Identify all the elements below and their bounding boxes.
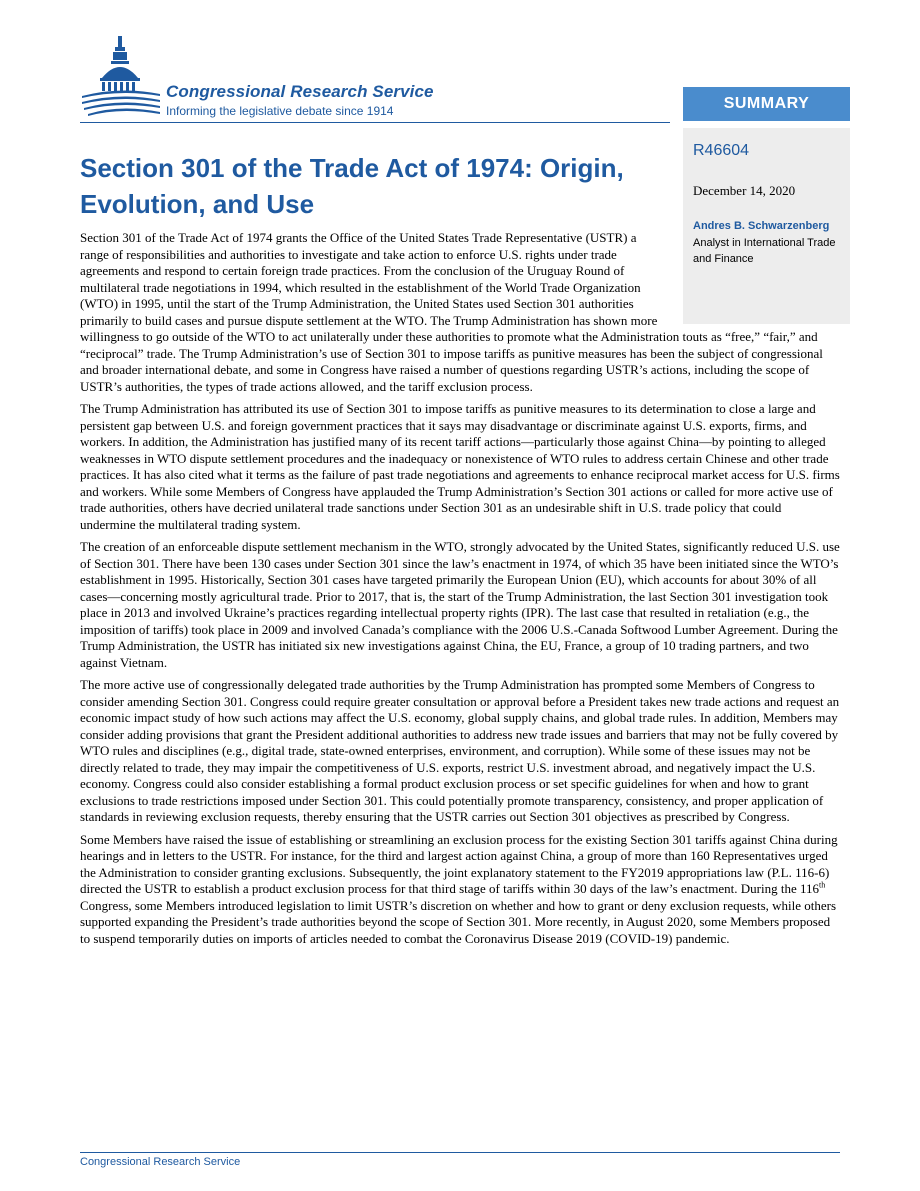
- summary-body: [80, 230, 840, 953]
- paragraph-5-part-1: Some Members have raised the issue of establishing or streamlining an exclusion process for the existing Section 301 tariffs against China during hearings and in letters to the USTR. For instance, for the third and largest action against China, a group of more than 160 Representatives urged the Administration to consider granting exclusions. Subsequently, the joint explanatory statement to the FY2019 appropriations law (P.L. 116-6) directed the USTR to establish a product exclusion process for that third stage of tariffs within 30 days of the law’s enactment. During the 116: [80, 831, 838, 896]
- ordinal-suffix: th: [819, 880, 826, 890]
- footer-divider: [80, 1152, 840, 1153]
- org-tagline: Informing the legislative debate since 1914: [166, 104, 394, 118]
- capitol-dome-icon: [80, 34, 162, 120]
- paragraph-5-part-2: Congress, some Members introduced legislation to limit USTR’s discretion on whether and how to grant or deny exclusion requests, while others supported expanding the President’s trade authorities beyond the scope of Section 301. More recently, in August 2020, some Members proposed to suspend temporarily duties on imports of articles needed to combat the Coronavirus Disease 2019 (COVID-19) pandemic.: [80, 897, 837, 946]
- header-divider: [80, 122, 670, 123]
- body-paragraph-4: The more active use of congressionally delegated trade authorities by the Trump Administration has prompted some Members of Congress to consider amending Section 301. Congress could require greater consultation or approval before a President takes new trade actions and request an economic impact study of how such actions may affect the U.S. economy, global supply chains, and global trade rules. In addition, Members may consider adding provisions that grant the President additional authorities to address new trade issues and barriers that may not be fully covered by WTO rules and disciplines (e.g., digital trade, state-owned enterprises, environment, and corruption). While some of these issues may not be directly related to trade, they may impair the competitiveness of U.S. exports, restrict U.S. investment abroad, and negatively impact the U.S. economy. Congress could also consider establishing a formal product exclusion process or set specific guidelines for when and how to grant exclusions to trade restrictions imposed under Section 301. This could potentially promote transparency, consistency, and proper application of standards in reviewing exclusion requests, thereby ensuring that the USTR carries out Section 301 objectives as prescribed by Congress.: [80, 677, 840, 824]
- body-paragraph-3: The creation of an enforceable dispute settlement mechanism in the WTO, strongly advocated by the United States, significantly reduced U.S. use of Section 301. There have been 130 cases under Section 301 since the law’s enactment in 1974, of which 35 have been initiated since the WTO’s establishment in 1995. Historically, Section 301 cases have targeted primarily the European Union (EU), which accounts for about 30% of all cases—concerning mostly agricultural trade. Prior to 2017, that is, the start of the Trump Administration, the last Section 301 investigation took place in 2013 and involved Ukraine’s practices regarding intellectual property rights (IPR). The last case that resulted in retaliation (e.g., the imposition of tariffs) took place in 2009 and involved Canada’s compliance with the 2006 U.S.-Canada Softwood Lumber Agreement. During the Trump Administration, the USTR has initiated six new investigations against China, the EU, France, a group of 10 trading partners, and two against Vietnam.: [80, 539, 840, 670]
- body-paragraph-2: The Trump Administration has attributed its use of Section 301 to impose tariffs as punitive measures to its determination to close a large and persistent gap between U.S. and foreign government practices that it says may disadvantage or discriminate against U.S. exports, firms, and workers. In addition, the Administration has justified many of its recent tariff actions—particularly those against China—by pointing to alleged weaknesses in WTO dispute settlement procedures and the inadequacy or nonexistence of WTO rules to address certain Chinese and other trade practices. It has also cited what it terms as the failure of past trade negotiations and agreements to enhance reciprocal market access for U.S. firms and workers. While some Members of Congress have applauded the Trump Administration’s Section 301 actions or called for more active use of trade authorities, others have decried unilateral trade sanctions under Section 301 as an undesirable shift in U.S. trade policy that could undermine the multilateral trading system.: [80, 401, 840, 532]
- author-name: Andres B. Schwarzenberg: [693, 220, 830, 232]
- crs-logo: [80, 34, 480, 120]
- report-date: December 14, 2020: [693, 183, 796, 198]
- author-title: Analyst in International Trade and Finance: [693, 237, 836, 265]
- org-name: Congressional Research Service: [166, 82, 434, 101]
- sidebar-wrap-spacer: [660, 230, 840, 322]
- footer-label: Congressional Research Service: [80, 1156, 241, 1168]
- body-paragraph-5: [80, 832, 840, 948]
- report-number: R46604: [693, 142, 750, 159]
- page-title: Section 301 of the Trade Act of 1974: Origin, Evolution, and Use: [80, 153, 624, 219]
- summary-heading: SUMMARY: [683, 87, 850, 121]
- body-paragraph-1: Section 301 of the Trade Act of 1974 grants the Office of the United States Trade Representative (USTR) a range of responsibilities and authorities to investigate and take action to enforce U.S. rights under trade agreements and respond to certain foreign trade practices. From the conclusion of the Uruguay Round of multilateral trade negotiations in 1994, which resulted in the establishment of the World Trade Organization (WTO) in 1995, until the start of the Trump Administration, the United States used Section 301 authorities primarily to build cases and pursue dispute settlement at the WTO. The Trump Administration has shown more willingness to go outside of the WTO to act unilaterally under these authorities to promote what the Administration touts as “free,” “fair,” and “reciprocal” trade. The Trump Administration’s use of Section 301 to impose tariffs as punitive measures has been the subject of congressional and broader international debate, and some in Congress have raised a number of questions regarding USTR’s actions, including the scope of USTR’s authorities, the types of trade actions allowed, and the tariff exclusion process.: [80, 230, 823, 394]
